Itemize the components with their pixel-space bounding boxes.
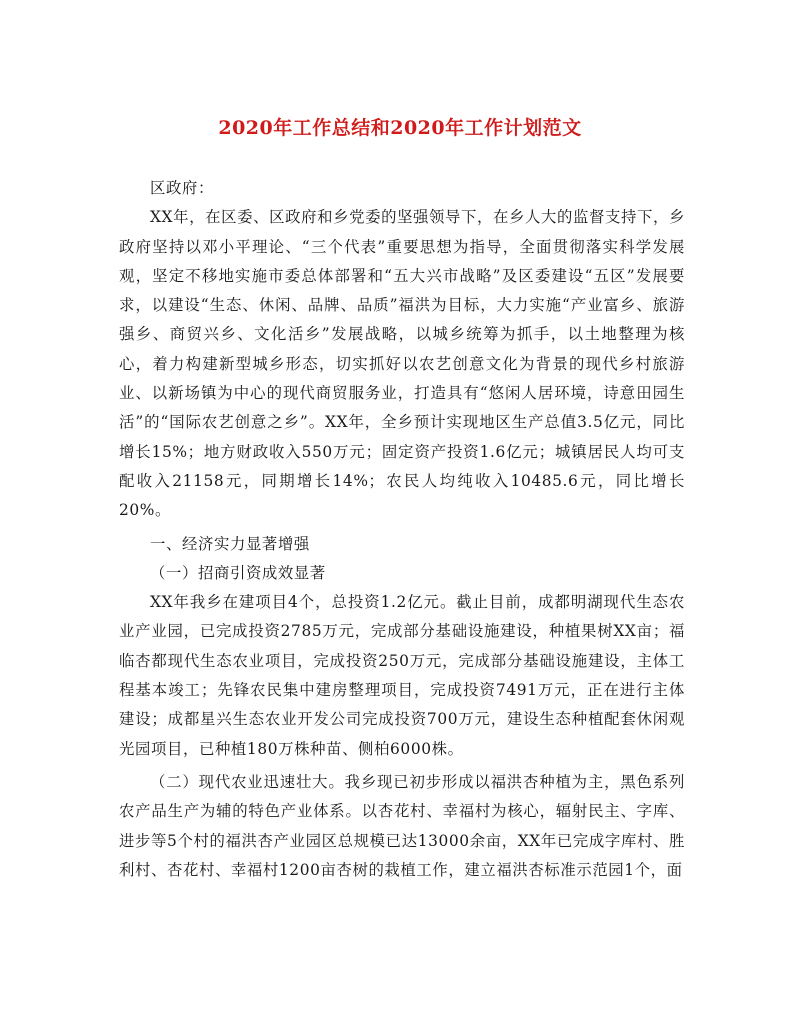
paragraph-intro: XX年，在区委、区政府和乡党委的坚强领导下，在乡人大的监督支持下，乡政府坚持以邓小平理论、“三个代表”重要思想为指导，全面贯彻落实科学发展观，坚定不移地实施市委总体部署和“五大兴市战略”及区委建设“五区”发展要求，以建设“生态、休闲、品牌、品质”福洪为目标，大力实施“产业富乡、旅游强乡、商贸兴乡、文化活乡”发展战略，以城乡统筹为抓手，以土地整理为核心，着力构建新型城乡形态，切实抓好以农艺创意文化为背景的现代乡村旅游业、以新场镇为中心的现代商贸服务业，打造具有“悠闲人居环境，诗意田园生活”的“国际农艺创意之乡”。XX年，全乡预计实现地区生产总值3.5亿元，同比增长15%；地方财政收入550万元；固定资产投资1.6亿元；城镇居民人均可支配收入21158元，同期增长14%；农民人均纯收入10485.6元，同比增长20%。 [119, 208, 685, 520]
document-body [119, 174, 685, 885]
subsection-heading-investment: （一）招商引资成效显著 [150, 563, 326, 582]
paragraph-investment: XX年我乡在建项目4个，总投资1.2亿元。截止目前，成都明湖现代生态农业产业园，已完成投资2785万元，完成部分基础设施建设，种植果树XX亩；福临杏都现代生态农业项目，完成投资250万元，完成部分基础设施建设，主体工程基本竣工；先锋农民集中建房整理项目，完成投资7491万元，正在进行主体建设；成都星兴生态农业开发公司完成投资700万元，建设生态种植配套休闲观光园项目，已种植180万株种苗、侧柏6000株。 [119, 593, 685, 758]
salutation: 区政府： [150, 179, 214, 197]
paragraph-agriculture: （二）现代农业迅速壮大。我乡现已初步形成以福洪杏种植为主，黑色系列农产品生产为辅的特色产业体系。以杏花村、幸福村为核心，辐射民主、字库、进步等5个村的福洪杏产业园区总规模已达13000余亩，XX年已完成字库村、胜利村、杏花村、幸福村1200亩杏树的栽植工作，建立福洪杏标准示范园1个，面 [119, 772, 685, 879]
document-title: 2020年工作总结和2020年工作计划范文 [218, 117, 582, 139]
section-heading-economy: 一、经济实力显著增强 [150, 534, 310, 553]
